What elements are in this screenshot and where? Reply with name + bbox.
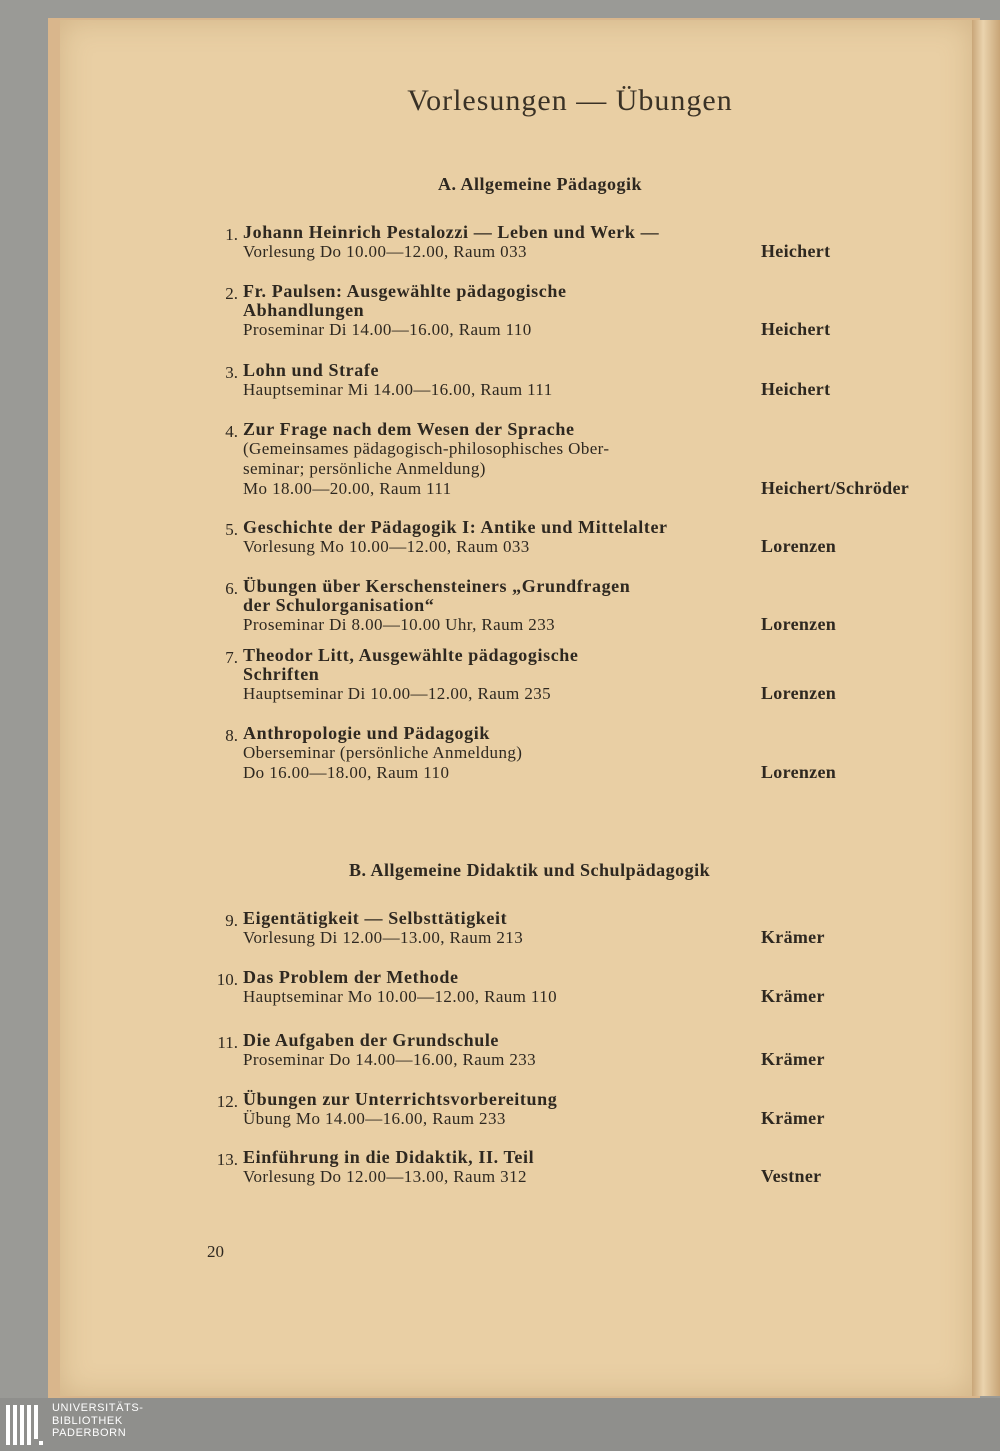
course-details: Hauptseminar Mo 10.00—12.00, Raum 110 xyxy=(243,987,558,1006)
course-details: Mo 18.00—20.00, Raum 111 xyxy=(243,479,452,498)
course-title: Eigentätigkeit — Selbsttätigkeit xyxy=(243,908,508,928)
course-details: Proseminar Do 14.00—16.00, Raum 233 xyxy=(243,1050,537,1069)
lecturer-name: Lorenzen xyxy=(761,614,837,634)
entry-body xyxy=(243,646,743,704)
lecturer-name: Lorenzen xyxy=(761,683,837,703)
entry-number: 4. xyxy=(225,422,238,441)
lecturer-name: Heichert xyxy=(761,379,831,399)
lecturer-name: Lorenzen xyxy=(761,762,837,782)
entry-body xyxy=(243,577,743,635)
course-details: Hauptseminar Di 10.00—12.00, Raum 235 xyxy=(243,684,552,703)
lecturer-name: Heichert/Schröder xyxy=(761,478,910,498)
course-details: seminar; persönliche Anmeldung) xyxy=(243,459,486,478)
course-title: Theodor Litt, Ausgewählte pädagogische xyxy=(243,645,579,665)
course-title: Lohn und Strafe xyxy=(243,360,380,380)
section-heading: A. Allgemeine Pädagogik xyxy=(438,174,642,194)
entry-number: 8. xyxy=(225,726,238,745)
course-details: Oberseminar (persönliche Anmeldung) xyxy=(243,743,523,762)
library-footer xyxy=(0,1398,1000,1451)
course-details: (Gemeinsames pädagogisch-philosophisches Ober- xyxy=(243,439,610,458)
course-title: Einführung in die Didaktik, II. Teil xyxy=(243,1147,535,1167)
course-title: Übungen über Kerschensteiners „Grundfragen xyxy=(243,576,631,596)
entry-number: 1. xyxy=(225,225,238,244)
entry-body xyxy=(243,420,743,499)
course-details: Hauptseminar Mi 14.00—16.00, Raum 111 xyxy=(243,380,553,399)
course-details: Do 16.00—18.00, Raum 110 xyxy=(243,763,450,782)
lecturer-name: Vestner xyxy=(761,1166,822,1186)
course-details: Vorlesung Do 12.00—13.00, Raum 312 xyxy=(243,1167,527,1186)
entry-body xyxy=(243,1148,743,1187)
page-title: Vorlesungen — Übungen xyxy=(407,84,733,117)
course-title: Schriften xyxy=(243,664,320,684)
course-details: Vorlesung Mo 10.00—12.00, Raum 033 xyxy=(243,537,530,556)
entry-body xyxy=(243,223,743,262)
lecturer-name: Heichert xyxy=(761,319,831,339)
course-title: Die Aufgaben der Grundschule xyxy=(243,1030,500,1050)
logo-line: UNIVERSITÄTS- xyxy=(52,1402,144,1414)
lecturer-name: Krämer xyxy=(761,1108,825,1128)
course-title: Zur Frage nach dem Wesen der Sprache xyxy=(243,419,575,439)
section-heading: B. Allgemeine Didaktik und Schulpädagogik xyxy=(349,860,711,880)
book-fold xyxy=(972,20,1000,1396)
course-details: Proseminar Di 8.00—10.00 Uhr, Raum 233 xyxy=(243,615,555,634)
course-title: der Schulorganisation“ xyxy=(243,595,435,615)
entry-number: 5. xyxy=(225,520,238,539)
lecturer-name: Krämer xyxy=(761,986,825,1006)
entry-number: 13. xyxy=(216,1150,238,1169)
page-number: 20 xyxy=(207,1242,224,1261)
entry-body xyxy=(243,1090,743,1129)
entry-body xyxy=(243,909,743,948)
course-title: Übungen zur Unterrichtsvorbereitung xyxy=(243,1089,558,1109)
entry-number: 7. xyxy=(225,648,238,667)
entry-number: 2. xyxy=(225,284,238,303)
entry-body xyxy=(243,518,743,557)
logo-line: BIBLIOTHEK xyxy=(52,1414,123,1427)
course-title: Anthropologie und Pädagogik xyxy=(243,723,490,743)
course-details: Vorlesung Di 12.00—13.00, Raum 213 xyxy=(243,928,524,947)
entry-number: 12. xyxy=(216,1092,238,1111)
entry-body xyxy=(243,361,743,400)
entry-body xyxy=(243,282,743,340)
course-title: Fr. Paulsen: Ausgewählte pädagogische xyxy=(243,281,567,301)
entry-body xyxy=(243,968,743,1007)
entry-number: 6. xyxy=(225,579,238,598)
course-title: Abhandlungen xyxy=(243,300,365,320)
entry-number: 9. xyxy=(225,911,238,930)
entry-number: 3. xyxy=(225,363,238,382)
course-details: Proseminar Di 14.00—16.00, Raum 110 xyxy=(243,320,532,339)
course-title: Das Problem der Methode xyxy=(243,967,459,987)
library-logo-text xyxy=(52,1402,144,1440)
entry-body xyxy=(243,1031,743,1070)
logo-line: PADERBORN xyxy=(52,1427,127,1439)
course-title: Geschichte der Pädagogik I: Antike und Mittelalter xyxy=(243,517,668,537)
lecturer-name: Krämer xyxy=(761,1049,825,1069)
entry-number: 10. xyxy=(216,970,238,989)
library-bars-icon xyxy=(6,1405,44,1445)
lecturer-name: Krämer xyxy=(761,927,825,947)
course-details: Übung Mo 14.00—16.00, Raum 233 xyxy=(243,1109,506,1128)
lecturer-name: Heichert xyxy=(761,241,831,261)
entry-body xyxy=(243,724,743,783)
course-details: Vorlesung Do 10.00—12.00, Raum 033 xyxy=(243,242,527,261)
lecturer-name: Lorenzen xyxy=(761,536,837,556)
entry-number: 11. xyxy=(217,1033,238,1052)
course-title: Johann Heinrich Pestalozzi — Leben und Werk — xyxy=(243,222,660,242)
